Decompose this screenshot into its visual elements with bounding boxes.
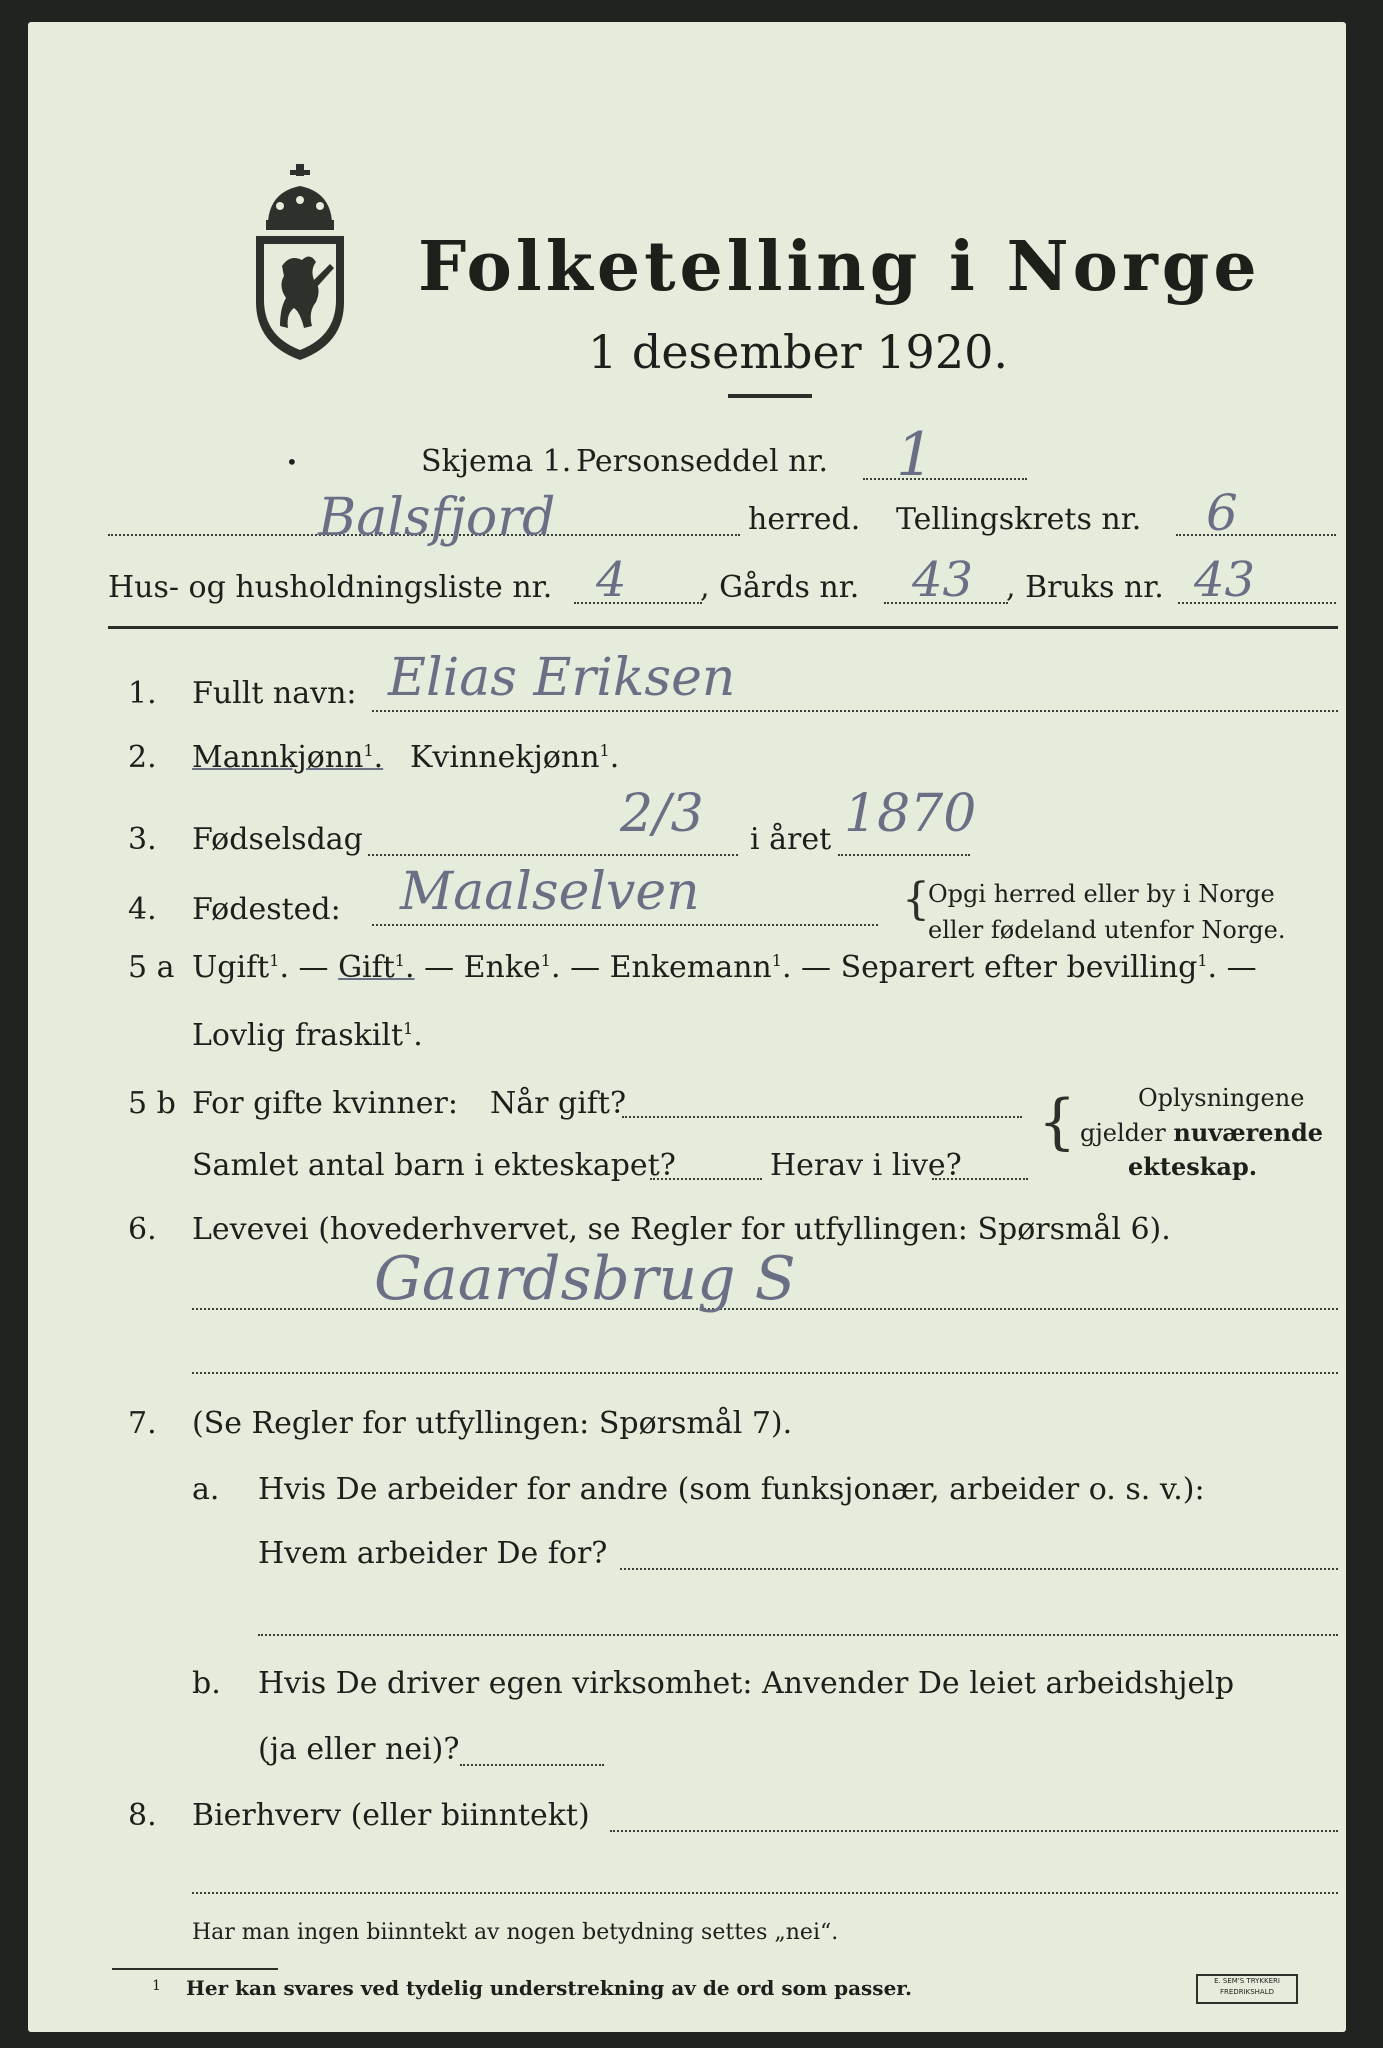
q1-number: 1. [128, 676, 157, 711]
herred-value[interactable]: Balsfjord [318, 488, 556, 548]
tellingskrets-value[interactable]: 6 [1206, 484, 1238, 542]
q4-number: 4. [128, 892, 157, 927]
norwegian-coat-of-arms [250, 162, 350, 366]
married-when-label: Når gift? [490, 1086, 627, 1121]
status-fraskilt[interactable]: Lovlig fraskilt$^1$. [192, 1018, 423, 1053]
children-alive-line[interactable] [932, 1178, 1028, 1180]
gender-male-option[interactable]: Mannkjønn$^1$. [192, 740, 384, 775]
q5b-note-1: Oplysningene [1138, 1084, 1305, 1112]
q8-number: 8. [128, 1798, 157, 1833]
q3-number: 3. [128, 822, 157, 857]
occupation-line-2 [192, 1372, 1338, 1374]
year-line [838, 854, 970, 856]
bruks-value[interactable]: 43 [1194, 552, 1256, 608]
q7b-text: Hvis De driver egen virksomhet: Anvender De leiet arbeidshjelp [258, 1666, 1235, 1701]
birthplace-note-2: eller fødeland utenfor Norge. [928, 916, 1286, 944]
male-label: Mannkjønn [192, 740, 364, 775]
q7-label: (Se Regler for utfyllingen: Spørsmål 7). [192, 1406, 793, 1441]
status-enke[interactable]: Enke$^1$. [463, 950, 561, 985]
birth-year-value[interactable]: 1870 [844, 784, 977, 844]
q7b-letter: b. [192, 1666, 221, 1701]
status-enkemann[interactable]: Enkemann$^1$. [609, 950, 792, 985]
full-name-value[interactable]: Elias Eriksen [388, 648, 736, 708]
children-total-line[interactable] [650, 1178, 762, 1180]
q6-label: Levevei (hovederhvervet, se Regler for utfyllingen: Spørsmål 6). [192, 1212, 1171, 1247]
tellingskrets-line [1176, 534, 1336, 536]
census-form-sheet [28, 22, 1346, 2032]
status-separert[interactable]: Separert efter bevilling$^1$. [840, 950, 1218, 985]
q8-label: Bierhverv (eller biinntekt) [192, 1798, 590, 1833]
side-income-line-2[interactable] [192, 1892, 1338, 1894]
q4-brace: { [902, 874, 930, 925]
children-alive-label: Herav i live? [770, 1148, 962, 1183]
separator-dash: — [570, 950, 601, 985]
year-label: i året [750, 822, 832, 857]
male-footnote-mark: 1 [363, 741, 374, 760]
birthplace-note-1: Opgi herred eller by i Norge [928, 880, 1275, 908]
section-divider [108, 626, 1338, 629]
personseddel-line [863, 478, 1027, 480]
children-total-label: Samlet antal barn i ekteskapet? [192, 1148, 676, 1183]
q7a-text: Hvis De arbeider for andre (som funksjonær, arbeider o. s. v.): [258, 1472, 1205, 1507]
gards-label: , Gårds nr. [700, 570, 860, 605]
married-when-line[interactable] [622, 1116, 1022, 1118]
herred-label: herred. [748, 502, 861, 537]
printer-stamp-line-2: FREDRIKSHALD [1219, 1988, 1274, 1996]
employer-label: Hvem arbeider De for? [258, 1536, 608, 1571]
q5a-number: 5 a [128, 950, 175, 985]
status-gift[interactable]: Gift$^1$. [338, 950, 415, 985]
separator-dash: — [424, 950, 455, 985]
tellingskrets-label: Tellingskrets nr. [896, 502, 1142, 537]
q1-line [372, 710, 1338, 712]
footnote-text: Her kan svares ved tydelig understrekning av de ord som passer. [186, 1976, 912, 2000]
employer-line-2[interactable] [258, 1634, 1338, 1636]
hus-line [574, 602, 702, 604]
footnote-divider [112, 1968, 278, 1970]
gender-female-option[interactable]: Kvinnekjønn$^1$. [410, 740, 620, 775]
female-footnote-mark: 1 [599, 741, 610, 760]
separator-dash: — [801, 950, 832, 985]
personseddel-value[interactable]: 1 [896, 420, 935, 490]
q6-number: 6. [128, 1212, 157, 1247]
side-income-line-1[interactable] [610, 1830, 1338, 1832]
q1-label: Fullt navn: [192, 676, 357, 711]
q5b-label: For gifte kvinner: [192, 1086, 458, 1121]
q5b-brace: { [1038, 1087, 1077, 1157]
marital-status-options [192, 950, 1257, 985]
printer-stamp-line-1: E. SEM'S TRYKKERI [1214, 1977, 1280, 1985]
occupation-value[interactable]: Gaardsbrug S [374, 1244, 796, 1314]
footnote-number: 1 [152, 1978, 161, 1994]
female-label: Kvinnekjønn [410, 740, 600, 775]
q7a-letter: a. [192, 1472, 220, 1507]
census-date: 1 desember 1920. [588, 325, 1008, 379]
birthday-value[interactable]: 2/3 [620, 784, 704, 844]
form-label: Skjema 1. [421, 444, 572, 479]
bruks-label: , Bruks nr. [1006, 570, 1164, 605]
hired-help-label: (ja eller nei)? [258, 1732, 460, 1767]
birthplace-line [372, 924, 878, 926]
side-income-note: Har man ingen biinntekt av nogen betydning settes „nei“. [192, 1920, 839, 1945]
employer-line-1[interactable] [620, 1568, 1338, 1570]
mark-dot: • [286, 450, 298, 474]
q3-label: Fødselsdag [192, 822, 363, 857]
separator-dash: — [298, 950, 329, 985]
q2-number: 2. [128, 740, 157, 775]
title-divider [728, 394, 812, 398]
status-ugift[interactable]: Ugift$^1$. [192, 950, 289, 985]
personseddel-label: Personseddel nr. [576, 444, 829, 479]
hired-help-line[interactable] [460, 1764, 604, 1766]
q7-number: 7. [128, 1406, 157, 1441]
separator-dash: — [1226, 950, 1257, 985]
birthplace-value[interactable]: Maalselven [400, 862, 700, 922]
q5b-note-3: ekteskap. [1128, 1152, 1258, 1181]
q5b-note-2: gjelder nuværende [1080, 1118, 1324, 1147]
hus-label: Hus- og husholdningsliste nr. [108, 570, 553, 605]
gards-value[interactable]: 43 [912, 552, 974, 608]
q5b-number: 5 b [128, 1086, 176, 1121]
form-title: Folketelling i Norge [418, 227, 1261, 307]
hus-value[interactable]: 4 [596, 552, 627, 608]
printer-stamp [1196, 1974, 1298, 2004]
birthday-line [368, 854, 738, 856]
q4-label: Fødested: [192, 892, 341, 927]
